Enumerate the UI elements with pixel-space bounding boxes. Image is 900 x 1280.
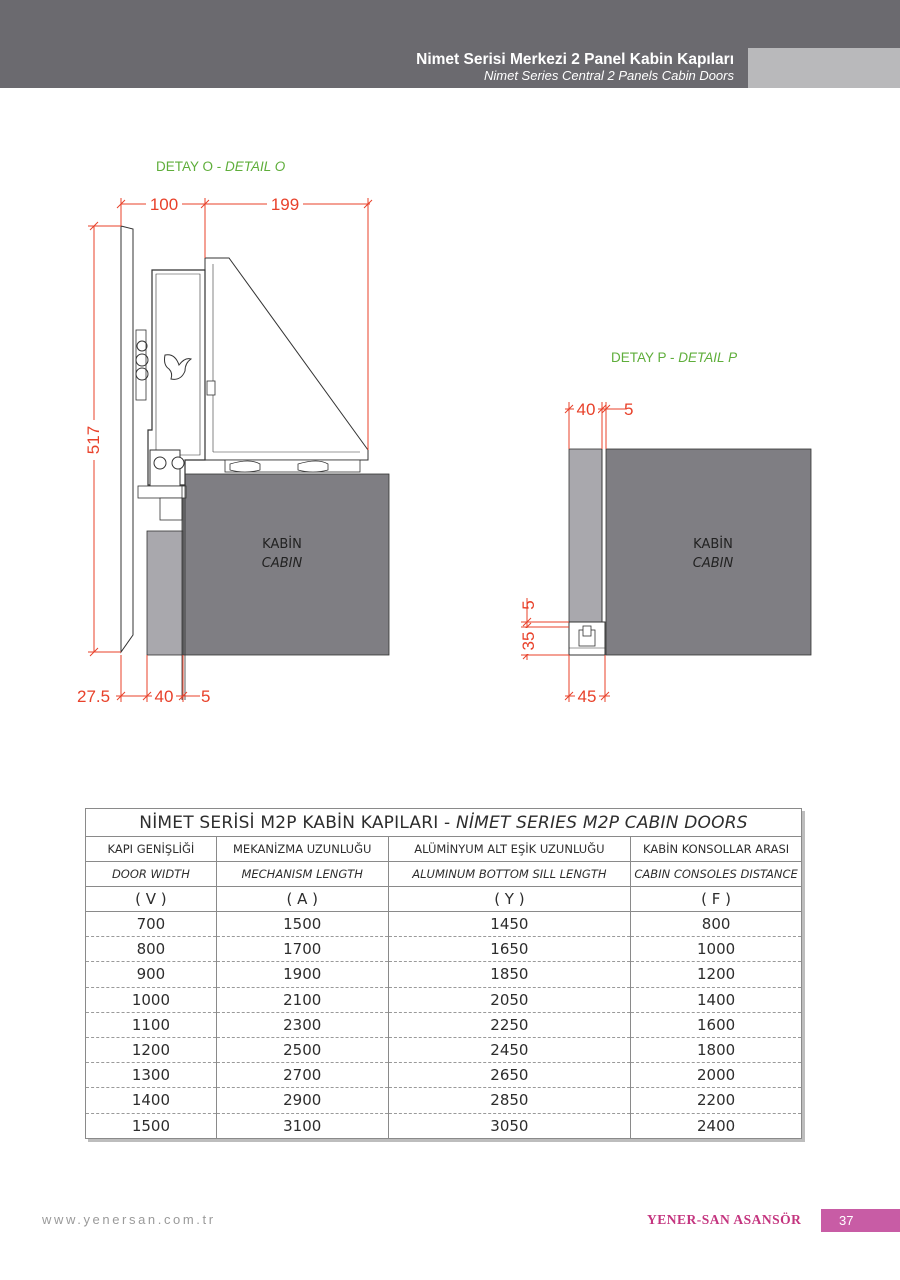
table-cell: 1200 — [631, 962, 802, 987]
footer-brand: YENER-SAN ASANSÖR — [647, 1212, 802, 1227]
table-row — [86, 1088, 802, 1113]
detail-o-cabin-label-tr: KABİN — [262, 537, 302, 552]
table-caption-en: NİMET SERIES M2P CABIN DOORS — [456, 812, 748, 833]
detail-p-dim-40: 40 — [576, 400, 596, 419]
detail-p-dim-35: 35 — [519, 631, 538, 651]
column-symbol: ( Y ) — [388, 887, 631, 912]
table-cell: 700 — [86, 912, 217, 937]
table-cell: 2050 — [388, 987, 631, 1012]
table-header-tr — [86, 837, 802, 862]
table-cell: 2250 — [388, 1012, 631, 1037]
table-cell: 800 — [631, 912, 802, 937]
column-symbol: ( F ) — [631, 887, 802, 912]
detail-o-dim-5: 5 — [201, 687, 211, 706]
table-row — [86, 1063, 802, 1088]
detail-p-cabin-label-en: CABIN — [692, 556, 734, 571]
table-row — [86, 1037, 802, 1062]
table-cell: 1600 — [631, 1012, 802, 1037]
page-subtitle: Nimet Series Central 2 Panels Cabin Doors — [484, 68, 734, 83]
column-header-tr: KAPI GENİŞLİĞİ — [86, 837, 217, 862]
table-cell: 1000 — [86, 987, 217, 1012]
detail-p-dim-5-top: 5 — [624, 400, 634, 419]
column-header-en: ALUMINUM BOTTOM SILL LENGTH — [388, 862, 631, 887]
column-header-en: DOOR WIDTH — [86, 862, 217, 887]
table-row — [86, 987, 802, 1012]
table-cell: 1500 — [86, 1113, 217, 1138]
table-header-en — [86, 862, 802, 887]
table-row — [86, 912, 802, 937]
table-row — [86, 937, 802, 962]
table-caption-row — [86, 809, 802, 837]
footer-website-link[interactable]: www.yenersan.com.tr — [42, 1212, 216, 1227]
table-cell: 1300 — [86, 1063, 217, 1088]
column-symbol: ( A ) — [216, 887, 388, 912]
table-cell: 1500 — [216, 912, 388, 937]
detail-p-cabin-label-tr: KABİN — [693, 537, 733, 552]
table-cell: 800 — [86, 937, 217, 962]
table-row — [86, 1012, 802, 1037]
detail-o-door-panel — [147, 531, 183, 655]
table-cell: 2900 — [216, 1088, 388, 1113]
detail-o-dim-517: 517 — [84, 425, 103, 455]
table-cell: 1800 — [631, 1037, 802, 1062]
detail-p-label-en: DETAIL P — [678, 350, 738, 365]
column-header-tr: KABİN KONSOLLAR ARASI — [631, 837, 802, 862]
table-cell: 2400 — [631, 1113, 802, 1138]
column-symbol: ( V ) — [86, 887, 217, 912]
table-cell: 3100 — [216, 1113, 388, 1138]
table-cell: 1100 — [86, 1012, 217, 1037]
table-cell: 2000 — [631, 1063, 802, 1088]
detail-o-dim-199: 199 — [270, 195, 300, 214]
detail-p-dim-5-side: 5 — [519, 600, 538, 610]
table-cell: 1400 — [631, 987, 802, 1012]
page-number: 37 — [821, 1209, 900, 1232]
detail-o-label-en: DETAIL O — [225, 159, 286, 174]
column-header-en: CABIN CONSOLES DISTANCE — [631, 862, 802, 887]
table-cell: 1200 — [86, 1037, 217, 1062]
table-row — [86, 1113, 802, 1138]
detail-p-label-tr: DETAY P - — [611, 350, 675, 365]
page-title: Nimet Serisi Merkezi 2 Panel Kabin Kapıları — [416, 51, 734, 68]
table-cell: 2450 — [388, 1037, 631, 1062]
table-cell: 2100 — [216, 987, 388, 1012]
detail-o-drawing — [77, 195, 389, 706]
spec-table — [85, 808, 802, 1139]
table-cell: 2500 — [216, 1037, 388, 1062]
column-header-tr: ALÜMİNYUM ALT EŞİK UZUNLUĞU — [388, 837, 631, 862]
column-header-en: MECHANISM LENGTH — [216, 862, 388, 887]
header-accent-tab — [748, 48, 900, 88]
detail-o-dim-27-5: 27.5 — [77, 687, 111, 706]
detail-o-bracket — [205, 258, 368, 460]
table-header-symbols — [86, 887, 802, 912]
table-cell: 900 — [86, 962, 217, 987]
table-cell: 1850 — [388, 962, 631, 987]
table-cell: 2700 — [216, 1063, 388, 1088]
table-cell: 1000 — [631, 937, 802, 962]
table-caption — [86, 809, 802, 837]
detail-o-dim-100: 100 — [149, 195, 179, 214]
detail-p-cabin — [606, 449, 811, 655]
table-cell: 2650 — [388, 1063, 631, 1088]
column-header-tr: MEKANİZMA UZUNLUĞU — [216, 837, 388, 862]
table-cell: 3050 — [388, 1113, 631, 1138]
table-cell: 1650 — [388, 937, 631, 962]
technical-drawings — [0, 140, 900, 720]
detail-p-door-panel — [569, 449, 602, 622]
table-caption-tr: NİMET SERİSİ M2P KABİN KAPILARI - — [139, 812, 456, 833]
detail-p-drawing — [519, 400, 811, 706]
table-cell: 2200 — [631, 1088, 802, 1113]
table-cell: 2850 — [388, 1088, 631, 1113]
detail-o-wall-plate — [121, 226, 133, 652]
table-cell: 1900 — [216, 962, 388, 987]
table-row — [86, 962, 802, 987]
table-cell: 1700 — [216, 937, 388, 962]
table-cell: 2300 — [216, 1012, 388, 1037]
table-cell: 1450 — [388, 912, 631, 937]
table-cell: 1400 — [86, 1088, 217, 1113]
detail-o-label-tr: DETAY O - — [156, 159, 222, 174]
detail-o-cabin-label-en: CABIN — [261, 556, 303, 571]
detail-o-dim-40: 40 — [154, 687, 174, 706]
detail-p-dim-45: 45 — [577, 687, 597, 706]
